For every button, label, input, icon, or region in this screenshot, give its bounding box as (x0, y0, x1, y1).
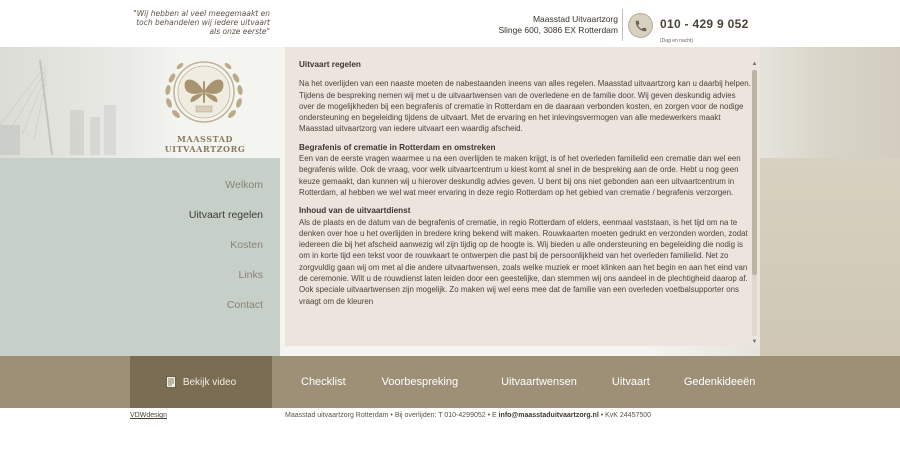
bottom-nav (285, 356, 760, 408)
designer-link[interactable]: VDWdesign (130, 412, 167, 419)
section-title-uitvaartdienst: Inhoud van de uitvaartdienst (299, 206, 411, 216)
sidebar-nav (130, 170, 272, 320)
sidebar-item-contact[interactable]: Contact (226, 299, 263, 311)
bridge-silhouette-image (0, 55, 140, 155)
sidebar-item-links[interactable]: Links (238, 269, 263, 281)
street-address: Slinge 600, 3086 EX Rotterdam (498, 25, 618, 35)
intro-paragraph: Na het overlijden van een naaste moeten de nabestaanden ineens van alles regelen. Maasstad uitvaartzorg kan u daarbij helpen. Tijdens de bespreking nemen wij met u de uitvaartwensen van de overledene en de familie door. Wij geven deskundig advies over de mogelijkheden bij een begrafenis of crematie in Rotterdam en de daaraan verbonden kosten, en zorgen voor de nodige ondersteuning en begeleiding tijdens de uitvaart. Met de ervaring en het inlevingsvermogen van alle medewerkers maakt Maasstad uitvaartzorg van iedere uitvaart een waardig afscheid. (299, 79, 751, 134)
scroll-down-arrow-icon[interactable]: ▼ (751, 339, 758, 345)
footer-email-link[interactable]: info@maasstaduitvaartzorg.nl (498, 412, 599, 419)
sidebar-item-uitvaart-regelen[interactable]: Uitvaart regelen (188, 209, 263, 221)
section-text-begrafenis: Een van de eerste vragen waarmee u na een overlijden te maken krijgt, is of het overleden familielid een crematie dan wel een begrafenis wilde. Ook de vraag, voor welk uitvaartcentrum u kiest komt al snel in de bespreking aan de orde. Hebt u nog geen keuze gemaakt, dan kunnen wij u hierover deskundig advies geven. U bent bij ons niet gebonden aan een uitvaartcentrum in Rotterdam, al hebben we wel wat meer ervaring in deze regio Rotterdam op het gebied van crematie / begrafenis verzorgen. (299, 154, 741, 197)
scroll-up-arrow-icon[interactable]: ▲ (751, 61, 758, 67)
phone-number[interactable]: 010 - 429 9 052 (660, 17, 749, 31)
content-scrollbar[interactable] (750, 60, 759, 346)
phone-icon (628, 13, 653, 38)
main-content-panel[interactable] (285, 47, 760, 346)
butterfly-wreath-logo[interactable] (158, 48, 250, 136)
content-body (299, 59, 751, 307)
right-background-photo (760, 158, 900, 356)
footer-text-pre: Maasstad uitvaartzorg Rotterdam • Bij overlijden: T 010-4299052 • E (285, 412, 499, 419)
section-text-uitvaartdienst: Als de plaats en de datum van de begrafenis of crematie, in regio Rotterdam of elders, eenmaal vaststaan, is het tijd om na te denken over hoe u het overlijden in bredere kring bekend wilt maken. Rouwkaarten moeten gedrukt en verzonden worden, zodat iedereen die bij het afscheid aanwezig wil zijn tijdig op de hoogte is. Wij bieden u alle ondersteuning en begeleiding die nodig is om in korte tijd een tekst voor de rouwkaart te ontwerpen die past bij de persoonlijkheid van het overleden familielid. Net zo zorgvuldig gaan wij om met al die andere uitvaartwensen, zoals welke muziek er moet klinken aan het begin en aan het eind van de ceremonie. Wilt u de rouwdienst laten leiden door een geestelijke, dan stemmen wij ons aandeel in de plechtigheid daarop af. Ook speciale uitvaartwensen zijn mogelijk. Zo maken wij wel eens mee dat de familie van een overleden voetbalsupporter ons vraagt om de kleuren (299, 217, 748, 306)
bottom-nav-uitvaart[interactable]: Uitvaart (611, 376, 650, 388)
footer-text-post: • KvK 24457500 (598, 412, 652, 419)
header-divider (622, 9, 623, 41)
brand-name: MAASSTAD UITVAARTZORG (164, 134, 246, 154)
bottom-band-left (0, 356, 130, 408)
scroll-thumb[interactable] (752, 70, 757, 275)
footer-info (285, 412, 651, 419)
company-name: Maasstad Uitvaartzorg (532, 14, 618, 24)
bottom-nav-checklist[interactable]: Checklist (301, 376, 346, 388)
section-title-begrafenis: Begrafenis of crematie in Rotterdam en omstreken (299, 142, 496, 152)
phone-note: (Dag en nacht) (660, 38, 694, 44)
page-bottom-space (0, 424, 900, 450)
watch-video-label: Bekijk video (182, 376, 237, 388)
top-header (0, 0, 900, 47)
document-icon (166, 376, 176, 388)
watch-video-button[interactable] (130, 356, 272, 408)
company-address (470, 14, 618, 36)
bottom-nav-voorbespreking[interactable]: Voorbespreking (381, 376, 459, 388)
bottom-nav-gedenkideeen[interactable]: Gedenkideeën (683, 376, 756, 388)
page-title: Uitvaart regelen (299, 60, 361, 69)
tagline: "Wij hebben al veel meegemaakt en toch behandelen wij iedere uitvaart als onze eerste" (133, 9, 270, 36)
sidebar-item-kosten[interactable]: Kosten (230, 239, 263, 251)
sidebar-item-welkom[interactable]: Welkom (225, 179, 263, 191)
bottom-nav-uitvaartwensen[interactable]: Uitvaartwensen (501, 376, 577, 388)
